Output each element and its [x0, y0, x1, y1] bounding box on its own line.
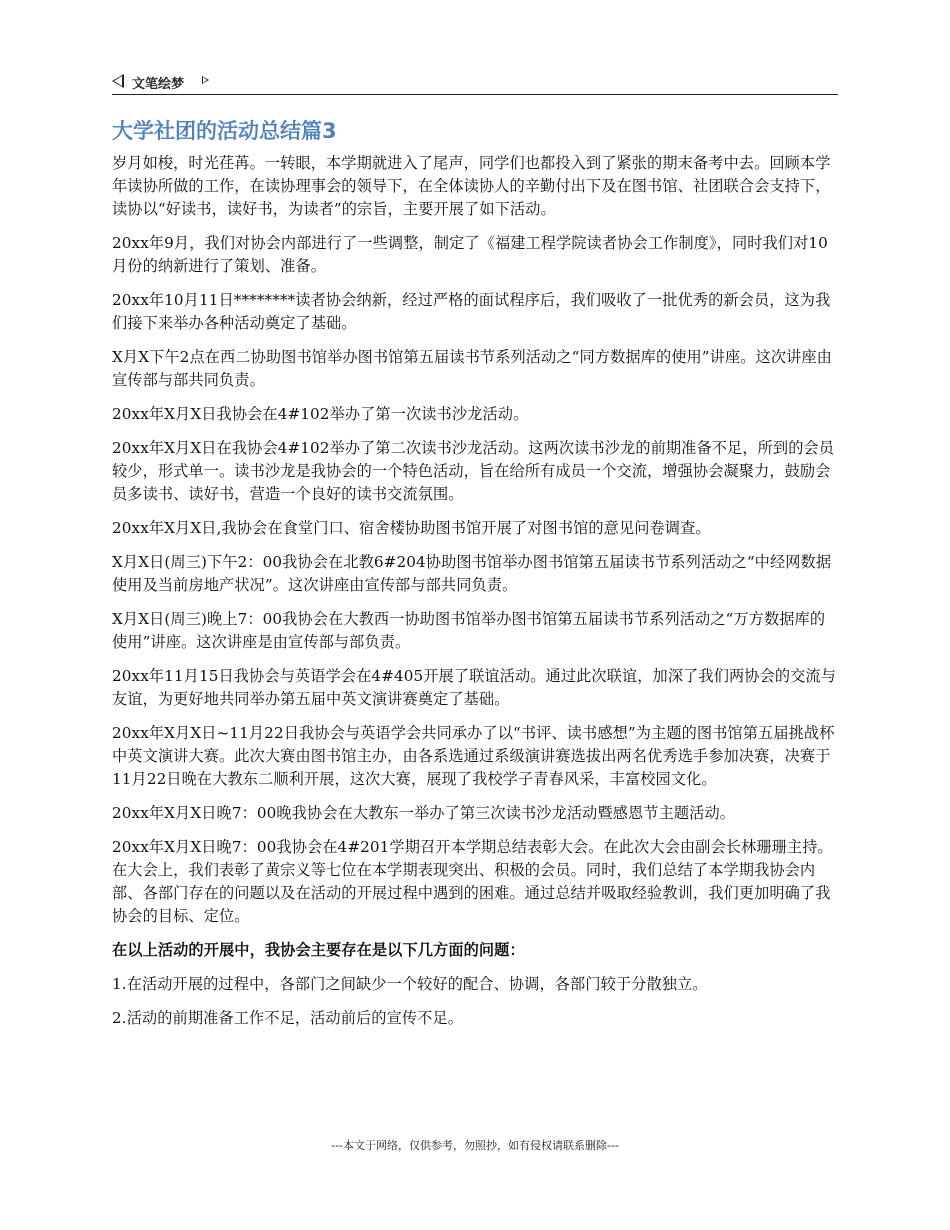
page-footer: ---本文于网络，仅供参考，勿照抄，如有侵权请联系删除--- — [331, 1139, 619, 1152]
paragraph: 20xx年X月X日,我协会在食堂门口、宿舍楼协助图书馆开展了对图书馆的意见问卷调查。 — [112, 519, 711, 537]
paragraph: 20xx年X月X日在我协会4#102举办了第二次读书沙龙活动。这两次读书沙龙的前期准备不足，所到的会员较少，形式单一。读书沙龙是我协会的一个特色活动，旨在给所有成员一个交流，增强协会凝聚力，鼓励会员多读书、读好书，营造一个良好的读书交流氛围。 — [112, 439, 835, 503]
header-brand: 文笔绘梦 — [132, 77, 185, 92]
paragraph: 20xx年X月X日晚7：00晚我协会在大教东一举办了第三次读书沙龙活动暨感恩节主题活动。 — [112, 804, 736, 822]
paragraph: 20xx年9月，我们对协会内部进行了一些调整，制定了《福建工程学院读者协会工作制度》，同时我们对10月份的纳新进行了策划、准备。 — [112, 234, 828, 275]
problem-item: 1.在活动开展的过程中，各部门之间缺少一个较好的配合、协调，各部门较于分散独立。 — [112, 975, 708, 993]
document-title: 大学社团的活动总结篇3 — [112, 119, 337, 143]
paragraph: 20xx年X月X日~11月22日我协会与英语学会共同承办了以“书评、读书感想”为主题的图书馆第五届挑战杯中英文演讲大赛。此次大赛由图书馆主办，由各系选通过系级演讲赛选拔出两名优秀选手参加决赛，决赛于11月22日晚在大教东二顺利开展，这次大赛，展现了我校学子青春风采，丰富校园文化。 — [112, 724, 835, 788]
left-triangle-icon — [112, 74, 124, 88]
right-triangle-icon — [202, 76, 209, 84]
problem-item: 2.活动的前期准备工作不足，活动前后的宣传不足。 — [112, 1009, 464, 1027]
paragraph: 20xx年X月X日我协会在4#102举办了第一次读书沙龙活动。 — [112, 405, 529, 423]
paragraph: 20xx年10月11日********读者协会纳新，经过严格的面试程序后，我们吸收了一批优秀的新会员，这为我们接下来举办各种活动奠定了基础。 — [112, 291, 831, 332]
paragraph: X月X下午2点在西二协助图书馆举办图书馆第五届读书节系列活动之“同方数据库的使用”讲座。这次讲座由宣传部与部共同负责。 — [112, 348, 832, 389]
document-body — [112, 152, 838, 1041]
paragraph: X月X日(周三)下午2：00我协会在北教6#204协助图书馆举办图书馆第五届读书节系列活动之“中经网数据使用及当前房地产状况”。这次讲座由宣传部与部共同负责。 — [112, 553, 832, 594]
problems-heading: 在以上活动的开展中，我协会主要存在是以下几方面的问题： — [112, 941, 525, 959]
paragraph: 20xx年11月15日我协会与英语学会在4#405开展了联谊活动。通过此次联谊，加深了我们两协会的交流与友谊，为更好地共同举办第五届中英文演讲赛奠定了基础。 — [112, 667, 836, 708]
paragraph: 20xx年X月X日晚7：00我协会在4#201学期召开本学期总结表彰大会。在此次大会由副会长林珊珊主持。在大会上，我们表彰了黄宗义等七位在本学期表现突出、积极的会员。同时，我们总结了本学期我协会内部、各部门存在的问题以及在活动的开展过程中遇到的困难。通过总结并吸取经验教训，我们更加明确了我协会的目标、定位。 — [112, 838, 833, 925]
paragraph: X月X日(周三)晚上7：00我协会在大教西一协助图书馆举办图书馆第五届读书节系列活动之“万方数据库的使用”讲座。这次讲座是由宣传部与部负责。 — [112, 610, 826, 651]
page-header — [112, 72, 838, 95]
paragraph: 岁月如梭，时光荏苒。一转眼，本学期就进入了尾声，同学们也都投入到了紧张的期末备考中去。回顾本学年读协所做的工作，在读协理事会的领导下，在全体读协人的辛勤付出下及在图书馆、社团联合会支持下，读协以“好读书，读好书，为读者”的宗旨，主要开展了如下活动。 — [112, 154, 831, 218]
